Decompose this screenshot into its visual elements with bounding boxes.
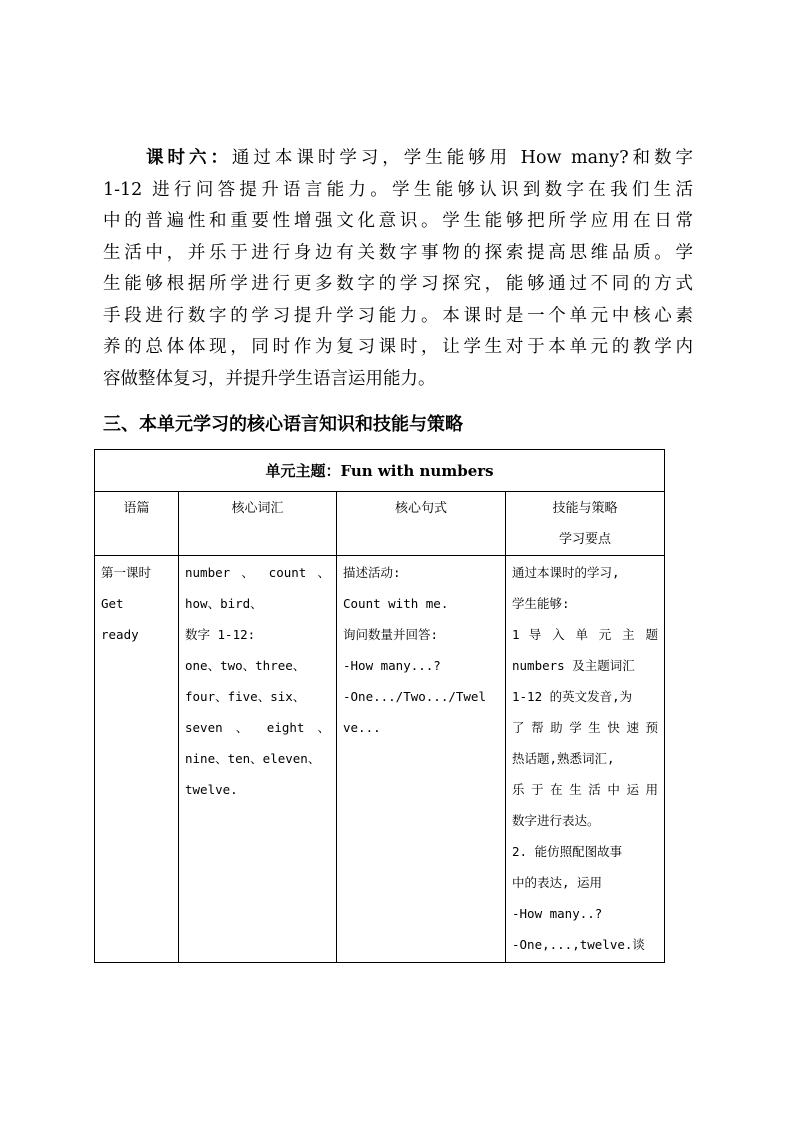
skills-line: numbers 及主题词汇 [512,658,635,673]
header-text-type: 语篇 [95,492,179,556]
paragraph-line: 手段进行数字的学习提升学习能力。本课时是一个单元中核心素 [103,305,693,326]
paragraph-line [103,143,693,175]
skills-line: -One,...,twelve.谈 [512,937,645,952]
sentence-line: 描述活动: [343,565,401,580]
vocab-line: twelve. [185,782,238,797]
vocab-cell [179,556,337,963]
header-core-sentences: 核心句式 [337,492,506,556]
lesson-cell [95,556,179,963]
skills-cell [506,556,665,963]
paragraph-line: 养的总体体现，同时作为复习课时，让学生对于本单元的教学内 [103,337,693,357]
paragraph-line: 生活中，并乐于进行身边有关数字事物的探索提高思维品质。学 [103,242,693,263]
skills-line: 中的表达, 运用 [512,875,603,890]
skills-line: 1-12 的英文发音,为 [512,689,633,704]
lesson-six-paragraph [103,143,693,395]
vocab-line: 数字 1-12: [185,627,256,642]
lesson-line: ready [101,627,139,642]
skills-line: 数字进行表达。 [512,813,600,828]
unit-theme-cell: 单元主题：Fun with numbers [95,450,665,492]
lesson-line: Get [101,596,124,611]
paragraph-line-text: 通过本课时学习，学生能够用 How many?和数字 [231,148,694,168]
header-skills-cell [506,492,665,556]
sentence-line: 询问数量并回答: [343,627,439,642]
skills-line: 热话题,熟悉词汇, [512,751,615,766]
header-skills: 技能与策略 [552,501,618,516]
vocab-line: nine、ten、eleven、 [185,751,321,766]
header-key-points: 学习要点 [559,532,612,547]
header-core-vocab: 核心词汇 [179,492,337,556]
skills-line: -How many..? [512,906,603,921]
vocab-line: seven 、 eight 、 [185,720,330,735]
vocab-line: four、five、six、 [185,689,306,704]
paragraph-label: 课时六： [146,148,232,168]
unit-table [94,449,665,963]
paragraph-line: 中的普遍性和重要性增强文化意识。学生能够把所学应用在日常 [103,211,693,231]
paragraph-line: 1-12 进行问答提升语言能力。学生能够认识到数字在我们生活 [103,179,693,200]
skills-line: 通过本课时的学习, [512,565,620,580]
skills-line: 2. 能仿照配图故事 [512,844,623,859]
sentence-line: -One.../Two.../Twel [343,689,486,704]
vocab-line: how、bird、 [185,596,263,611]
vocab-line: number 、 count 、 [185,565,330,580]
sentence-line: -How many...? [343,658,441,673]
skills-line: 了帮助学生快速预 [512,720,659,735]
sentence-line: ve... [343,720,381,735]
skills-line: 乐于在生活中运用 [512,782,659,797]
lesson-line: 第一课时 [101,565,152,580]
paragraph-line: 容做整体复习，并提升学生语言运用能力。 [103,368,436,389]
skills-line: 1 导 入 单 元 主 题 [512,627,659,642]
vocab-line: one、two、three、 [185,658,306,673]
skills-line: 学生能够: [512,596,570,611]
paragraph-line: 生能够根据所学进行更多数字的学习探究，能够通过不同的方式 [103,274,693,294]
section-heading: 三、本单元学习的核心语言知识和技能与策略 [103,414,463,435]
sentence-line: Count with me. [343,596,449,611]
sentences-cell [337,556,506,963]
